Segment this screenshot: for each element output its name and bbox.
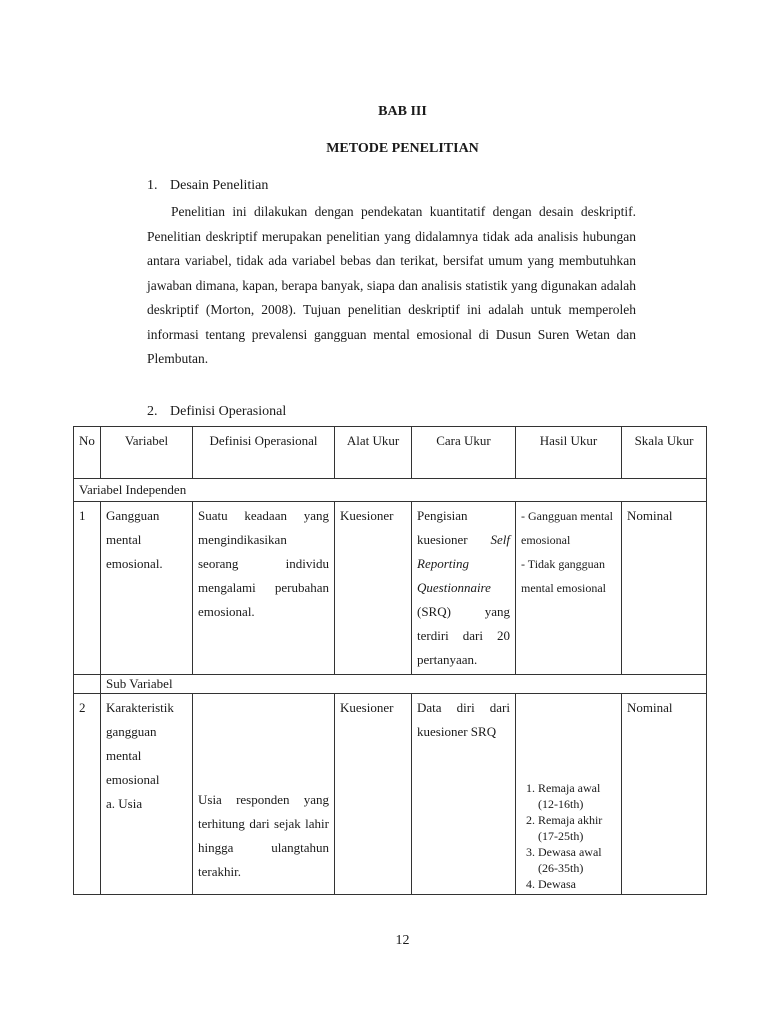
row1-hasil-item: - Gangguan mental emosional: [521, 509, 613, 547]
header-definisi: Definisi Operasional: [193, 427, 335, 479]
row1-cara-text-a: Pengisian kuesioner: [417, 508, 491, 547]
table-row: [74, 694, 707, 895]
header-alat-ukur: Alat Ukur: [335, 427, 412, 479]
row1-no: 1: [74, 502, 101, 675]
header-hasil-ukur: Hasil Ukur: [516, 427, 622, 479]
row1-hasil-item: - Tidak gangguan mental emosional: [521, 557, 606, 595]
row1-cara-italic: Self Reporting Questionnaire: [417, 532, 510, 595]
row2-sub-variabel: a. Usia: [106, 796, 143, 811]
row2-hasil-cell: [516, 694, 622, 895]
header-variabel: Variabel: [101, 427, 193, 479]
sub-variabel-spacer: [74, 675, 101, 694]
section-2-title: Definisi Operasional: [170, 404, 287, 419]
section-2-number: 2.: [147, 404, 158, 419]
section-1-title: Desain Penelitian: [170, 178, 269, 193]
chapter-heading: BAB III: [378, 104, 427, 119]
row1-cara: [412, 502, 516, 675]
group-row-sub-variabel: [74, 675, 707, 694]
row1-variabel: Gangguan mental emosional.: [101, 502, 193, 675]
row2-variabel-name: Karakteristik gangguan mental emosional: [106, 700, 174, 787]
header-skala-ukur: Skala Ukur: [622, 427, 707, 479]
list-item: 1. Remaja awal (12-16th): [538, 780, 616, 812]
table-header-row: [74, 427, 707, 479]
row2-definisi-cell: [193, 694, 335, 895]
row2-definisi: Usia responden yang terhitung dari sejak lahir hingga ulangtahun terakhir.: [198, 792, 329, 879]
table-row: [74, 502, 707, 675]
row2-hasil-list: [521, 780, 616, 892]
list-item: 3. Dewasa awal (26-35th): [538, 844, 616, 876]
group-row-independen: [74, 479, 707, 502]
list-item: 2. Remaja akhir (17-25th): [538, 812, 616, 844]
row1-skala: Nominal: [622, 502, 707, 675]
row2-skala: Nominal: [622, 694, 707, 895]
section-1-number: 1.: [147, 178, 158, 193]
row2-variabel: [101, 694, 193, 895]
page-number: 12: [395, 933, 410, 948]
row1-alat: Kuesioner: [335, 502, 412, 675]
section-1-heading: [147, 178, 268, 194]
section-1-paragraph: Penelitian ini dilakukan dengan pendekatan kuantitatif dengan desain deskriptif. Penelitian deskriptif merupakan penelitian yang didalamnya tidak ada analisis hubungan antara variabel, tidak ada variabel bebas dan terikat, bersifat umum yang membutuhkan jawaban dimana, kapan, berapa banyak, siapa dan analisis statistik yang digunakan adalah deskriptif (Morton, 2008). Tujuan penelitian deskriptif ini adalah untuk memperoleh informasi tentang prevalensi gangguan mental emosional di Dusun Suren Wetan dan Plembutan.: [147, 204, 636, 366]
list-item: 4. Dewasa: [538, 876, 616, 892]
chapter-title: METODE PENELITIAN: [326, 141, 479, 156]
row2-alat: Kuesioner: [335, 694, 412, 895]
header-no: No: [74, 427, 101, 479]
group-label-sub-variabel: Sub Variabel: [101, 675, 707, 694]
section-2-heading: [147, 404, 286, 420]
row1-definisi: Suatu keadaan yang mengindikasikan seorang individu mengalami perubahan emosional.: [193, 502, 335, 675]
row2-cara: Data diri dari kuesioner SRQ: [412, 694, 516, 895]
row1-hasil: [516, 502, 622, 675]
row1-cara-text-b: (SRQ) yang terdiri dari 20 pertanyaan.: [417, 604, 510, 667]
operational-definition-table: [73, 426, 707, 895]
header-cara-ukur: Cara Ukur: [412, 427, 516, 479]
group-label-independen: Variabel Independen: [74, 479, 707, 502]
row2-no: 2: [74, 694, 101, 895]
